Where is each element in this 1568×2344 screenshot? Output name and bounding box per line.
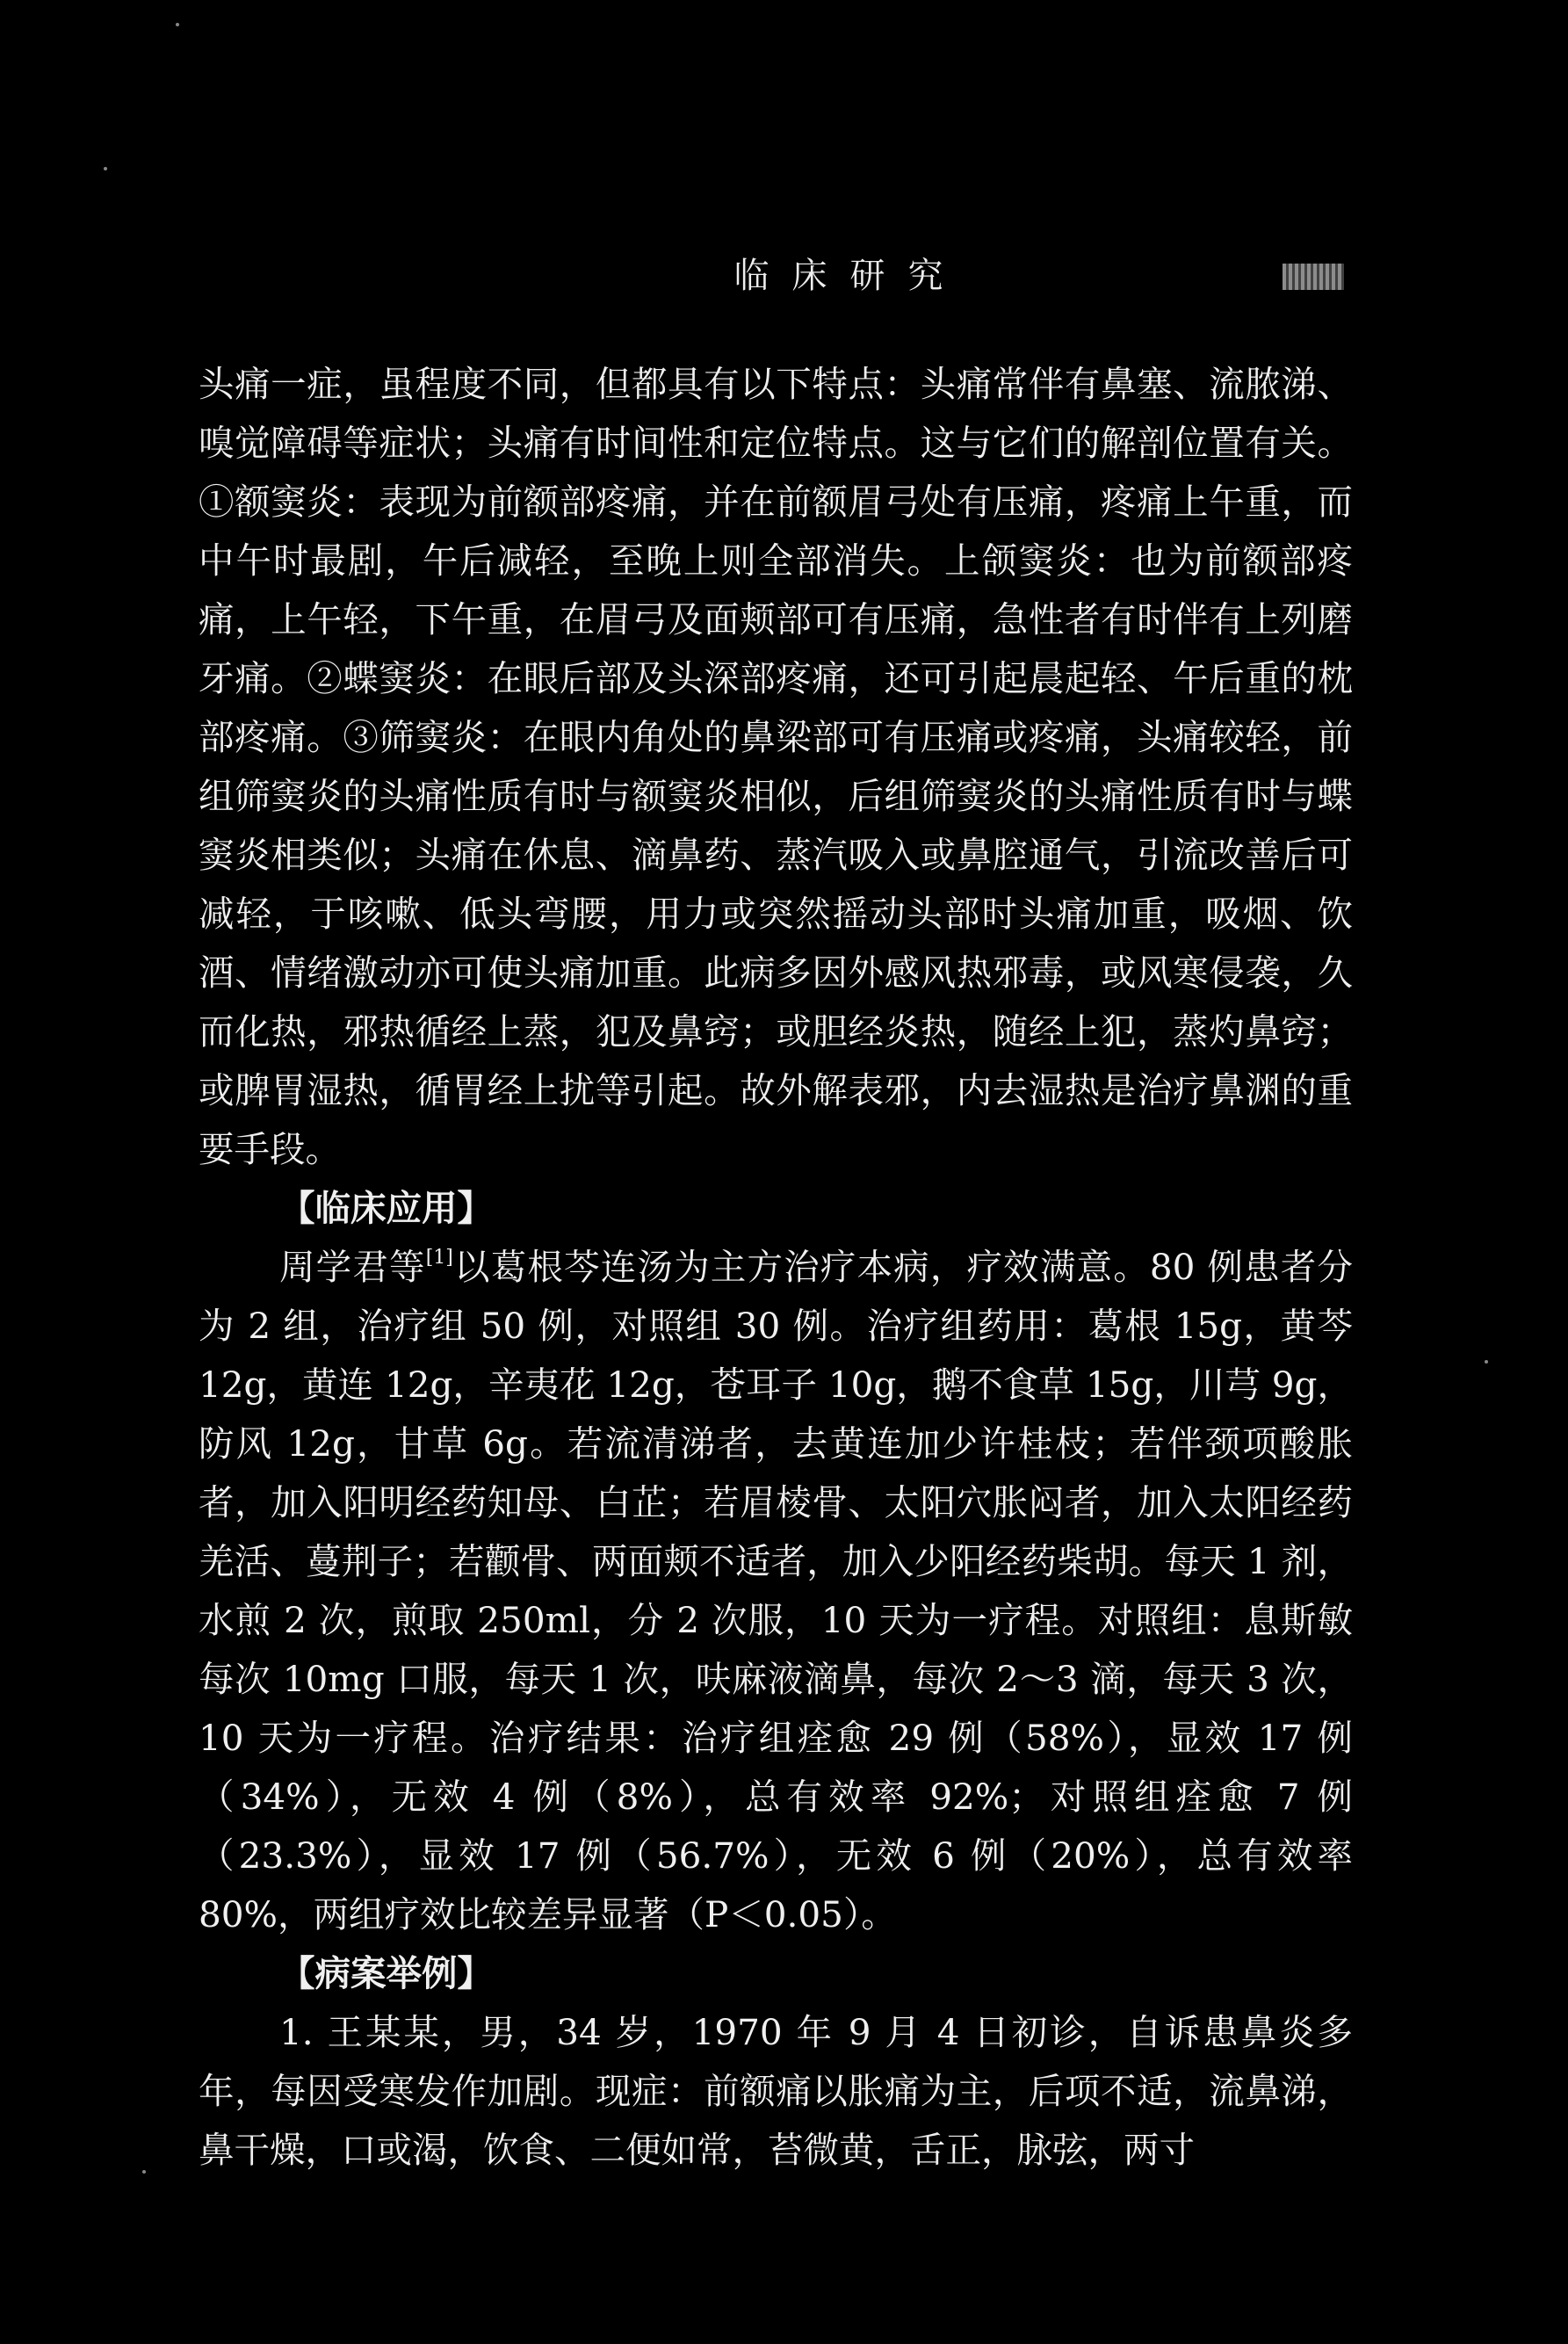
paragraph-clinical xyxy=(199,1238,1353,1944)
clinical-text: 以葛根芩连汤为主方治疗本病，疗效满意。80 例患者分为 2 组，治疗组 50 例，对照组 30 例。治疗组药用：葛根 15g，黄芩 12g，黄连 12g，辛夷花 12g，苍耳子 10g，鹅不食草 15g，川芎 9g，防风 12g，甘草 6g。若流清涕者，去黄连加少许桂枝；若伴颈项酸胀者，加入阳明经药知母、白芷；若眉棱骨、太阳穴胀闷者，加入太阳经药羌活、蔓荆子；若颧骨、两面颊不适者，加入少阳经药柴胡。每天 1 剂，水煎 2 次，煎取 250ml，分 2 次服，10 天为一疗程。对照组：息斯敏每次 10mg 口服，每天 1 次，呋麻液滴鼻，每次 2～3 滴，每天 3 次，10 天为一疗程。治疗结果：治疗组痊愈 29 例（58%），显效 17 例（34%），无效 4 例（8%），总有效率 92%；对照组痊愈 7 例（23.3%），显效 17 例（56.7%），无效 6 例（20%），总有效率 80%，两组疗效比较差异显著（P＜0.05）。 xyxy=(199,1246,1353,1935)
section-heading-clinical: 【临床应用】 xyxy=(279,1187,493,1229)
running-head: 临床研究 xyxy=(733,256,966,296)
page-number-mark xyxy=(1283,264,1344,290)
speck xyxy=(1485,1360,1488,1364)
main-text xyxy=(199,355,1353,2180)
section-heading-cases: 【病案举例】 xyxy=(279,1952,493,1994)
citation-ref: [1] xyxy=(425,1247,453,1269)
speck xyxy=(104,167,107,170)
speck xyxy=(176,23,179,26)
paragraph-symptoms: 头痛一症，虽程度不同，但都具有以下特点：头痛常伴有鼻塞、流脓涕、嗅觉障碍等症状；头痛有时间性和定位特点。这与它们的解剖位置有关。①额窦炎：表现为前额部疼痛，并在前额眉弓处有压痛，疼痛上午重，而中午时最剧，午后减轻，至晚上则全部消失。上颌窦炎：也为前额部疼痛，上午轻，下午重，在眉弓及面颊部可有压痛，急性者有时伴有上列磨牙痛。②蝶窦炎：在眼后部及头深部疼痛，还可引起晨起轻、午后重的枕部疼痛。③筛窦炎：在眼内角处的鼻梁部可有压痛或疼痛，头痛较轻，前组筛窦炎的头痛性质有时与额窦炎相似，后组筛窦炎的头痛性质有时与蝶窦炎相类似；头痛在休息、滴鼻药、蒸汽吸入或鼻腔通气，引流改善后可减轻，于咳嗽、低头弯腰，用力或突然摇动头部时头痛加重，吸烟、饮酒、情绪激动亦可使头痛加重。此病多因外感风热邪毒，或风寒侵袭，久而化热，邪热循经上蒸，犯及鼻窍；或胆经炎热，随经上犯，蒸灼鼻窍；或脾胃湿热，循胃经上扰等引起。故外解表邪，内去湿热是治疗鼻渊的重要手段。 xyxy=(199,363,1353,1170)
speck xyxy=(142,2170,146,2174)
author-text: 周学君等 xyxy=(279,1246,426,1288)
paragraph-case-1: 1. 王某某，男，34 岁，1970 年 9 月 4 日初诊，自诉患鼻炎多年，每因受寒发作加剧。现症：前额痛以胀痛为主，后项不适，流鼻涕，鼻干燥，口或渴，饮食、二便如常，苔微黄，舌正，脉弦，两寸 xyxy=(199,2011,1353,2171)
